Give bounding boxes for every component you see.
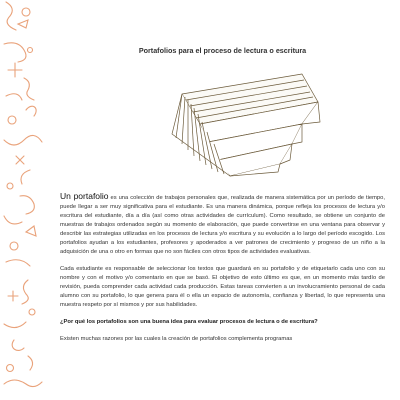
lead-word: Un portafolio [60, 191, 109, 201]
doodle-border-icon [0, 0, 46, 400]
document-title: Portafolios para el proceso de lectura o escritura [138, 46, 307, 55]
paragraph [60, 192, 385, 257]
decorative-border [0, 0, 46, 400]
document-page [60, 0, 385, 400]
section-question: ¿Por qué los portafolios son una buena idea para evaluar procesos de lectura o de escritura? [60, 319, 318, 325]
accordion-folder-icon [152, 64, 322, 184]
paragraph-text: Cada estudiante es responsable de seleccionar los textos que guardará en su portafolio y de etiquetarlo cada uno con su nombre y con el motivo y/o comentario en que se basó. El objetivo de esto último es que, en un momento más tardío de revisión, pueda comprender cada actividad cada producción. Estas tareas convierten a un involucramiento personal de cada alumno con su portafolio, lo que genera para él o ella un espacio de autonomía, confianza y libertad, lo que representa una muestra respeto por sí mismos y por sus habilidades. [60, 266, 385, 308]
document-body [60, 192, 385, 352]
paragraph-text: es una colección de trabajos personales que, realizada de manera sistemática por un período de tiempo, puede llegar a ser muy significativa para el estudiante. Es una manera dinámica, porque refleja los procesos de lectura y/o escritura del estudiante, día a día (así como otras actividades de currículum). Como resultado, se obtiene un conjunto de muestras de trabajos ordenados según su momento de elaboración, que puede convertirse en una ventana para observar y describir las estrategias utilizadas en los procesos de lectura y/o escritura y su evolución a lo largo del período escogido. Los portafolios ayudan a los estudiantes, profesores y apoderados a ver patrones de crecimiento y progreso de un niño a la adquisición de una o otro en formas que no son fáciles con otros tipos de actividades evaluativas. [60, 195, 385, 255]
paragraph [60, 265, 385, 310]
paragraph: Existen muchas razones por las cuales la creación de portafolios complementa programas [60, 336, 293, 342]
